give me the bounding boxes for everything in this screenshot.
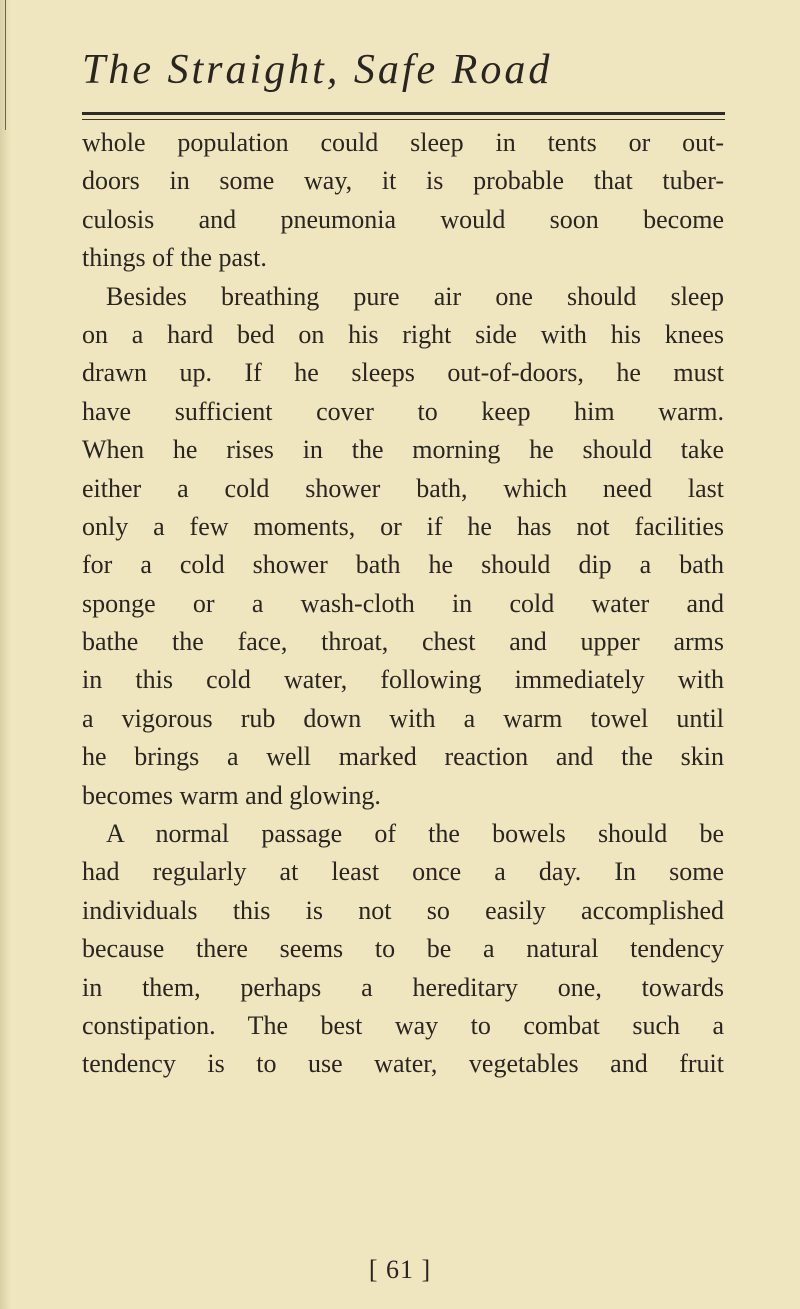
text-line: individuals this is not so easily accomplished	[82, 895, 724, 925]
header-rule-thick	[82, 112, 725, 115]
text-line: When he rises in the morning he should take	[82, 435, 724, 465]
text-line: have sufficient cover to keep him warm.	[82, 396, 724, 426]
text-line: a vigorous rub down with a warm towel until	[82, 703, 724, 733]
text-line: bathe the face, throat, chest and upper arms	[82, 627, 724, 657]
text-line: constipation. The best way to combat such a	[82, 1010, 724, 1040]
header-rule-thin	[82, 119, 725, 120]
text-line: A normal passage of the bowels should be	[106, 819, 724, 849]
running-head: The Straight, Safe Road	[82, 47, 553, 93]
text-line: drawn up. If he sleeps out-of-doors, he must	[82, 358, 724, 388]
body-text	[82, 124, 724, 1084]
text-line: things of the past.	[82, 243, 267, 273]
text-line: had regularly at least once a day. In some	[82, 857, 724, 887]
page-number: [ 61 ]	[368, 1255, 432, 1284]
text-line: either a cold shower bath, which need last	[82, 473, 724, 503]
text-line: only a few moments, or if he has not facilities	[82, 511, 724, 541]
text-line: whole population could sleep in tents or out-	[82, 128, 724, 157]
text-line: sponge or a wash-cloth in cold water and	[82, 588, 724, 618]
text-line: becomes warm and glowing.	[82, 780, 381, 810]
text-line: for a cold shower bath he should dip a bath	[82, 550, 724, 580]
text-line: in them, perhaps a hereditary one, towards	[82, 972, 724, 1002]
text-line: because there seems to be a natural tendency	[82, 934, 724, 964]
text-line: in this cold water, following immediately with	[82, 665, 724, 695]
page-gutter-edge	[0, 0, 12, 1309]
text-line: he brings a well marked reaction and the skin	[82, 742, 724, 772]
text-line: Besides breathing pure air one should sleep	[106, 281, 724, 311]
text-line: culosis and pneumonia would soon become	[82, 204, 724, 234]
text-line: on a hard bed on his right side with his knees	[82, 319, 724, 349]
text-line: tendency is to use water, vegetables and fruit	[82, 1049, 724, 1079]
text-line: doors in some way, it is probable that tuber-	[82, 166, 724, 196]
